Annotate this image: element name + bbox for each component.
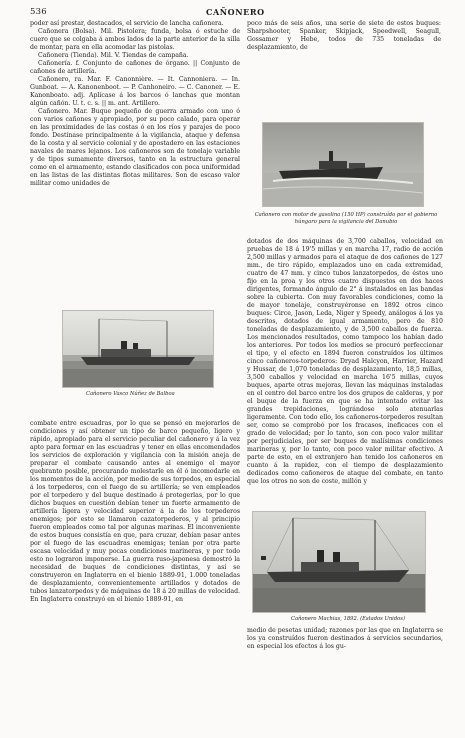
entry-canonera-bolsa: Cañonera (Bolsa). Mil. Pistolera; funda, bolsa ó estuche de cuero que se colgaba á ambos lados de la parte anterior de la silla de montar, para en ella acomodar las pistolas. — [30, 28, 240, 51]
figure-caption: Cañonero Vasco Núñez de Balboa — [86, 391, 175, 397]
photo-hungarian-gunboat — [262, 122, 424, 207]
entry-canoneria: Cañonería. f. Conjunto de cañones de órgano. || Conjunto de cañones de artillería. — [30, 60, 240, 75]
photo-machias — [252, 511, 426, 613]
paragraph: medio de pesetas unidad; razones por las que en Inglaterra se los ya construídos fueron destinados á servicios secundarios, en especial los efectos á los gu- — [247, 627, 443, 650]
left-column-top — [30, 20, 240, 188]
left-column-bottom — [30, 420, 240, 604]
figure-caption: Cañonero Machias, 1892. (Estados Unidos) — [291, 616, 405, 622]
page-number: 536 — [30, 7, 47, 17]
paragraph: combate entre escuadras, por lo que se pensó en mejorarlos de condiciones y así obtener un tipo de barco pequeño, ligero y rápido, apropiado para el servicio peculiar del cañonero y á la vez apto para formar en las escuadras y tener en ellas encomendados los servicios de exploración y vigilancia con la misión aneja de preparar el combate causando antes al enemigo el mayor quebranto posible, procurando molestarle en él ó incomodarle en los momentos de la acción, por medio de sus torpedos, en especial á los torpederos, con el fuego de su artillería; se ven empleados por el torpedero y del buque destinado á protegerlas, por lo que dichos buques en cuestión debían tener un fuerte armamento de artillería ligera y velocidad superior á la de los torpederos enemigos; por esto se llamaron cazatorpederos, y al principio fueron empleados como tal por algunas marinas. El inconveniente de estos buques consistía en que, para cruzar, debían pasar antes por el fuego de las escuadras enemigas; tenían por otra parte escasa velocidad y muy pocas condiciones marineras, y por todo esto no lograron imponerse. La guerra ruso-japonesa demostró la necesidad de buques de condiciones distintas, y así se construyeron en Inglaterra en el bienio 1889-91, 1.000 toneladas de desplazamiento, convenientemente artillados y dotados de tubos lanzatorpedos y de máquinas de 18 á 20 millas de velocidad. En Inglaterra construyó en el bienio 1889-91, en — [30, 420, 240, 603]
entry-canonero-adj: Cañonero, ra. Mar. F. Canonnière. — It. Cannoniera. — In. Gunboat. — A. Kanonenboot. — P. Canhoneiro. — C. Canoner. — E. Kanonboato. adj. Aplícase á los barcos ó lanchas que montan algún cañón. U. t. c. s. || m. ant. Artillero. — [30, 76, 240, 107]
paragraph: dotados de dos máquinas de 3,700 caballos, velocidad en pruebas de 18 á 19'5 millas y en marcha 17, radio de acción 2,500 millas y armados para el ataque de dos cañones de 127 mm., de tiro rápido, emplazados uno en cada extremidad, cuatro de 47 mm. y cinco tubos lanzatorpedos, de éstos uno fijo en la proa y los otros cuatro dispuestos en dos haces dirigentes, formando ángulo de 2° á instalados en las bandas sobre la cubierta. Con muy favorables condiciones, como la de mayor tonelaje, construyéronse en 1892 otros cinco buques: Circe, Jason, Leda, Niger y Speedy, análogos á los ya descritos, dotados de igual armamento, pero de 810 toneladas de desplazamiento, y de 3,500 caballos de fuerza. Los mencionados resultados, como tampoco los habían dado los anteriores. Por todos los medios se procuró perfeccionar el tipo, y el efecto en 1894 fueron construídos los últimos cinco cañoneros-torpederos: Dryad Halcyon, Harrier, Hazard y Hussar, de 1,070 toneladas de desplazamiento, 18,5 millas, 3,500 caballos y velocidad en marcha 16'5 millas, cuyos buques, aparte otras mejoras, llevan las máquinas instaladas en el centro del barco entre los dos grupos de calderas, y por el buque de la fuerza en que se ha intentado evitar las grandes trepidaciones, lográndose solo atenuarlas ligeramente. Con todo ello, los cañoneros-torpederos resultan ser, como se comprobó por los fracasos, ineficaces con el grado de velocidad; por lo tanto, son con poco valor militar por perjudiciales, por ser buques de malísimas condiciones marineras y, por lo tanto, con poco valor militar efectivo. A parte de esto, en el extranjero han tenido los cañoneros en cuanto á la rapidez, con el tiempo de desplazamiento dedicados como cañoneros de ataque del combate, en tanto que los otros no son de coste, millón y — [247, 238, 443, 485]
running-title: CAÑONERO — [206, 7, 265, 17]
paragraph: poder así prestar, destacados, el servicio de lancha cañonera. — [30, 20, 224, 27]
entry-canonera-tienda: Cañonera (Tienda). Mil. V. Tiendas de campaña. — [38, 52, 189, 59]
right-column-bottom — [247, 627, 443, 651]
figure-caption: Cañonero con motor de gasolina (150 HP) construído por el gobierno húngaro para la vigilancia del Danubio — [254, 212, 438, 225]
right-column-top — [247, 20, 441, 52]
paragraph: poco más de seis años, una serie de siete de estos buques: Sharpshooter, Spanker, Skipjack, Speedwell, Seagull, Gossamer y Hebe, todos de 735 toneladas de desplazamiento, de — [247, 20, 441, 51]
entry-canonero-mar: Cañonero. Mar. Buque pequeño de guerra armado con uno ó con varios cañones y apropiado, por su poco calado, para operar en las proximidades de las costas ó en los ríos y parajes de poco fondo. Destínase principalmente á la vigilancia, ataque y defensa de la costa y al servicio colonial y de apostadero en las estaciones navales de mares lejanos. Los cañoneros son de tonelaje variable y de tipos sumamente diversos, tanto en la estructura general como en el armamento, estando clasificados con poca uniformidad en las listas de las distintas flotas militares. Son de escaso valor militar como unidades de — [30, 108, 240, 187]
right-column-middle — [247, 238, 443, 486]
photo-vasco-nunez-de-balboa — [62, 310, 214, 388]
